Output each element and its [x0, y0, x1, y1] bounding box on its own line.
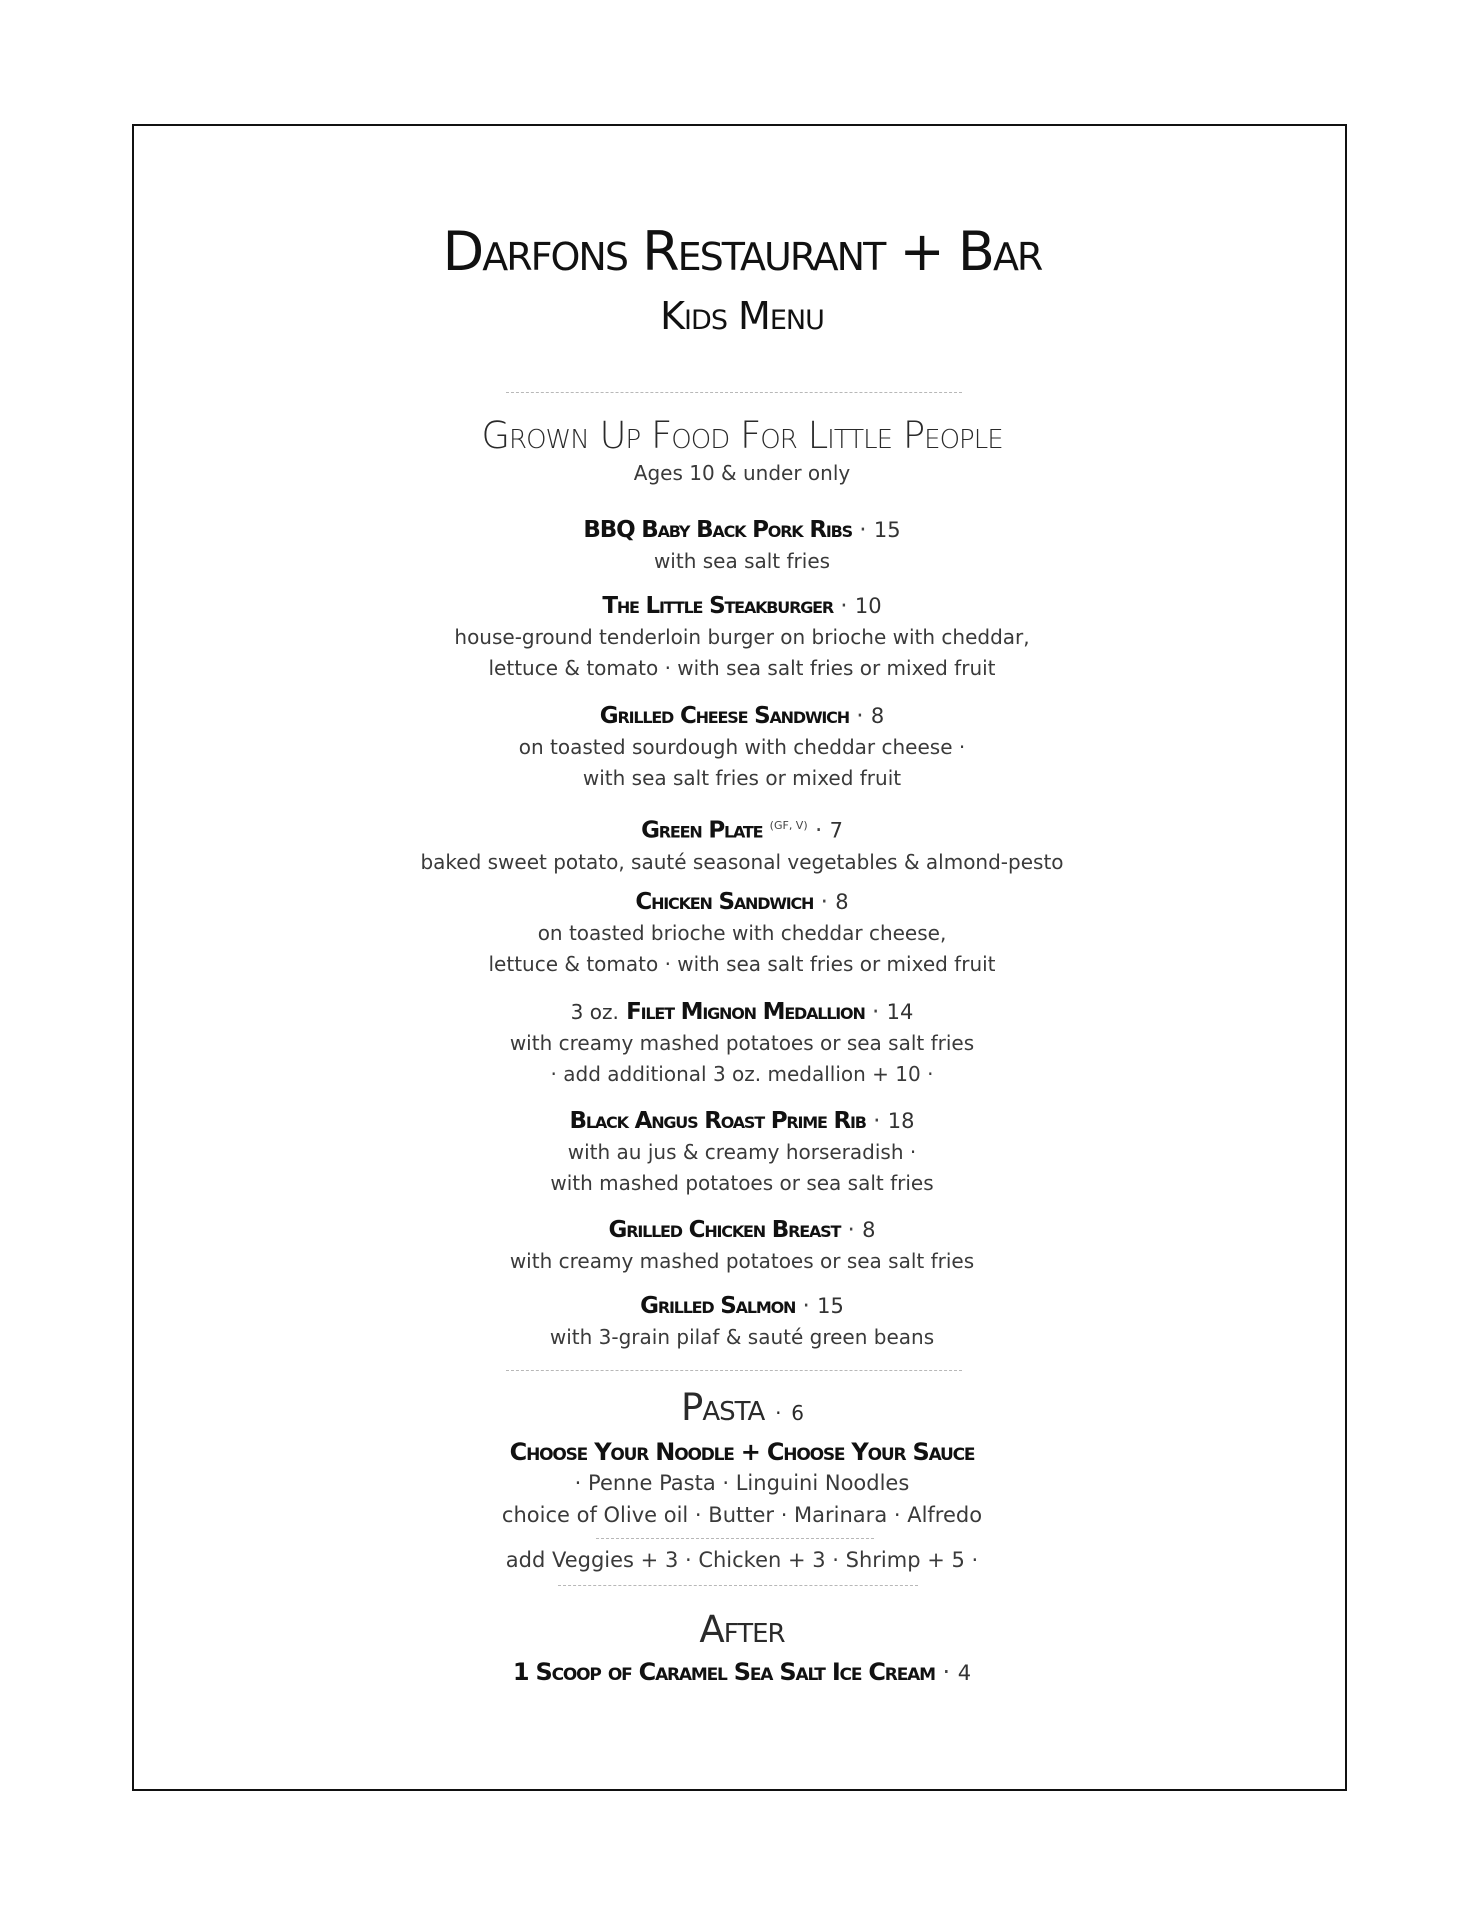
menu-item-price: 8: [870, 704, 885, 728]
menu-item-price: 7: [829, 818, 843, 843]
menu-item-heading: [0, 1214, 1484, 1246]
menu-item-description: lettuce & tomato · with sea salt fries or mixed fruit: [488, 656, 996, 680]
menu-item: [0, 1290, 1484, 1353]
menu-item: [0, 514, 1484, 577]
menu-item-description: with creamy mashed potatoes or sea salt fries: [509, 1031, 975, 1055]
menu-item: [0, 1214, 1484, 1277]
menu-item: [0, 810, 1484, 878]
menu-item-name: Grilled Cheese Sandwich: [599, 703, 849, 729]
menu-item-description: with sea salt fries or mixed fruit: [582, 766, 902, 790]
menu-item-heading: [0, 996, 1484, 1028]
menu-item-price: 14: [886, 1000, 914, 1024]
pasta-separator: ·: [775, 1401, 781, 1425]
menu-item-price: 18: [887, 1109, 915, 1133]
restaurant-name: Darfons Restaurant + Bar: [442, 220, 1042, 283]
after-item-price: 4: [957, 1661, 972, 1685]
menu-item-description: on toasted brioche with cheddar cheese,: [537, 921, 947, 945]
menu-item-price: 8: [835, 890, 849, 914]
menu-item-description: on toasted sourdough with cheddar cheese ·: [518, 735, 966, 759]
menu-item-separator: ·: [871, 999, 880, 1025]
after-item: [0, 1656, 1484, 1689]
menu-item-name: Black Angus Roast Prime Rib: [569, 1108, 866, 1134]
divider-top: [506, 392, 962, 393]
pasta-heading: [0, 1386, 1484, 1435]
menu-item-heading: [0, 810, 1484, 847]
menu-item: [0, 1105, 1484, 1199]
menu-item-name: The Little Steakburger: [602, 593, 833, 619]
divider-after: [558, 1585, 918, 1586]
menu-item-separator: ·: [802, 1293, 810, 1319]
menu-item-separator: ·: [873, 1108, 881, 1134]
menu-item: [0, 700, 1484, 794]
menu-item-separator: ·: [820, 889, 828, 915]
menu-item-description: lettuce & tomato · with sea salt fries or mixed fruit: [488, 952, 996, 976]
menu-item-price: 10: [854, 594, 882, 618]
menu-item-description: with mashed potatoes or sea salt fries: [550, 1171, 934, 1195]
divider-pasta: [506, 1370, 962, 1371]
after-item-separator: ·: [942, 1658, 951, 1686]
menu-item-price: 15: [817, 1294, 844, 1318]
menu-item-price: 15: [873, 518, 901, 542]
pasta-addons-line: add Veggies + 3 · Chicken + 3 · Shrimp + 5 ·: [505, 1548, 979, 1572]
menu-item-description: with sea salt fries: [653, 549, 831, 573]
menu-item-separator: ·: [814, 817, 823, 844]
menu-item-name: Green Plate: [641, 817, 763, 844]
menu-item-heading: [0, 590, 1484, 622]
menu-item-price: 8: [862, 1218, 876, 1242]
pasta-choose-line: Choose Your Noodle + Choose Your Sauce: [509, 1438, 975, 1466]
menu-item-name: Filet Mignon Medallion: [626, 999, 865, 1025]
pasta-title: Pasta: [681, 1386, 765, 1429]
menu-item-description: baked sweet potato, sauté seasonal vegetables & almond-pesto: [420, 849, 1064, 874]
menu-item: [0, 886, 1484, 980]
main-section-subtitle: Ages 10 & under only: [633, 461, 851, 485]
menu-item-prefix: 3 oz.: [570, 1000, 619, 1024]
menu-item-separator: ·: [847, 1217, 855, 1243]
pasta-price: 6: [791, 1401, 803, 1425]
menu-name: Kids Menu: [660, 294, 824, 338]
menu-item: [0, 590, 1484, 684]
main-section-title: Grown Up Food For Little People: [481, 414, 1003, 457]
menu-item-name: Chicken Sandwich: [635, 889, 814, 915]
menu-item-separator: ·: [840, 593, 848, 619]
menu-item-separator: ·: [856, 703, 864, 729]
pasta-sauces-line: choice of Olive oil · Butter · Marinara · Alfredo: [501, 1503, 983, 1527]
menu-item-heading: [0, 1105, 1484, 1137]
divider-pasta-inner: [596, 1538, 874, 1539]
menu-item-heading: [0, 1290, 1484, 1322]
menu-item-diet-tag: (GF, V): [769, 819, 808, 832]
menu-item-description: with creamy mashed potatoes or sea salt fries: [509, 1249, 975, 1273]
menu-item-description: with 3-grain pilaf & sauté green beans: [549, 1325, 935, 1349]
menu-item-description: with au jus & creamy horseradish ·: [567, 1140, 917, 1164]
menu-item: [0, 996, 1484, 1090]
menu-item-separator: ·: [859, 517, 867, 543]
menu-item-description: · add additional 3 oz. medallion + 10 ·: [550, 1062, 934, 1086]
menu-item-description: house-ground tenderloin burger on brioche with cheddar,: [454, 625, 1030, 649]
menu-item-heading: [0, 700, 1484, 732]
menu-item-name: Grilled Salmon: [640, 1293, 796, 1319]
menu-item-name: Grilled Chicken Breast: [608, 1217, 841, 1243]
menu-item-heading: [0, 886, 1484, 918]
menu-item-name: BBQ Baby Back Pork Ribs: [583, 517, 852, 543]
after-title: After: [699, 1608, 785, 1651]
after-item-name: 1 Scoop of Caramel Sea Salt Ice Cream: [512, 1658, 935, 1686]
pasta-noodles-line: · Penne Pasta · Linguini Noodles: [574, 1471, 910, 1495]
menu-item-heading: [0, 514, 1484, 546]
